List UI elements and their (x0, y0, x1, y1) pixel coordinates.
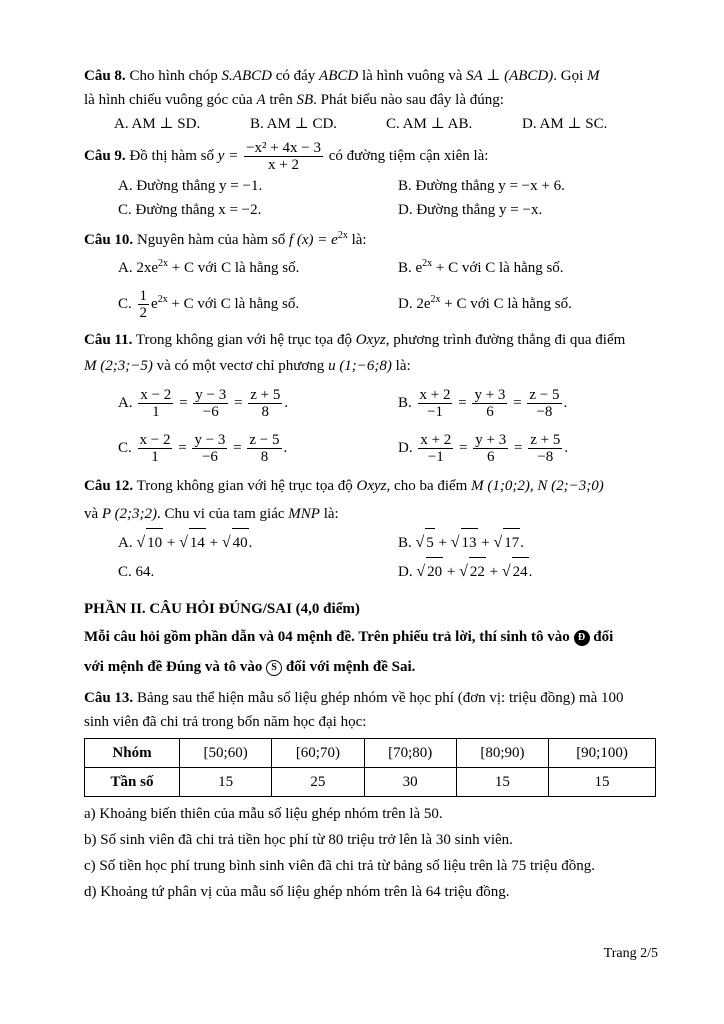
option-a: A. Đường thẳng y = −1. (118, 178, 263, 194)
option-c: C. 64. (118, 563, 155, 580)
question-label: Câu 13. (84, 690, 134, 706)
statement-c: c) Số tiền học phí trung bình sinh viên đã chi trả từ bảng số liệu trên là 75 triệu đồng. (84, 858, 595, 874)
option-c: C. Đường thẳng x = −2. (118, 202, 262, 218)
option-d: D. √ 20 + √ 22 + √ 24. (398, 557, 532, 586)
option-a: A. $\frac{x - 2}{1}$ = $\frac{y - 3}{-6}$ = $\frac{z + 5}{8}$ . (118, 386, 289, 420)
table-row: Tần số 15 25 30 15 15 (85, 768, 656, 797)
question-label: Câu 9. (84, 148, 126, 164)
option-b: B. Đường thẳng y = −x + 6. (398, 178, 565, 194)
frequency-table (84, 738, 656, 797)
fraction: $\frac{\text{−x² + 4x − 3}}{x + 2}$ (246, 140, 321, 174)
option-d: D. AM ⊥ SC. (522, 116, 608, 132)
option-a: A. √ 10 + √ 14 + √ 40. (118, 528, 398, 557)
statement-a: a) Khoảng biến thiên của mẫu số liệu ghép nhóm trên là 50. (84, 806, 443, 822)
option-d: D. $\frac{x + 2}{-1}$ = $\frac{y + 3}{6}$ = $\frac{z + 5}{-8}$ . (398, 431, 569, 465)
option-d: D. $2e^{2x} + C$ với C là hằng số. (398, 294, 572, 312)
option-d: D. Đường thẳng y = −x. (398, 202, 543, 218)
question-13: Câu 13. Bảng sau thể hiện mẫu số liệu ghép nhóm về học phí (đơn vị: triệu đồng) mà 100 sinh viên đã chi trả trong bốn năm học đại học: Nhóm [50;60) [60;70) [70;80) [80;90) [90;100) Tần số 15 25 30 15 15 a) Khoảng biến thiên của mẫu số liệu ghép nhóm trên là 50. b) Số sinh viên đã chi trả tiền học phí từ 80 triệu trở lên là 30 sinh viên. c) Số tiền học phí trung bình sinh viên đã chi trả từ bảng số liệu trên là 75 triệu đồng. d) Khoảng tứ phân vị của mẫu số liệu ghép nhóm trên là 64 triệu đồng. (84, 686, 658, 905)
question-8: Câu 8. Cho hình chóp S.ABCD có đáy ABCD là hình vuông và SA ⊥ (ABCD). Gọi M là hình chiếu vuông góc của A trên SB. Phát biểu nào sau đây là đúng: A. AM ⊥ SD. B. AM ⊥ CD. C. AM ⊥ AB. D. AM ⊥ SC. (84, 64, 658, 136)
page-number: Trang 2/5 (603, 946, 658, 961)
option-c: C. AM ⊥ AB. (386, 116, 473, 132)
question-10: Câu 10. Nguyên hàm của hàm số f $(x) = e^{2x}$ là: A. $2xe^{2x} + C$ với C là hằng số. B. $e^{2x} + C$ với C là hằng số. C. $\frac{1}{2}$ $e^{2x} + C$ với C là hằng số. D. $2e^{2x} + C$ với C là hằng số. (84, 224, 658, 324)
question-9: Câu 9. Đồ thị hàm số y = $\frac{\text{−x² + 4x − 3}}{x + 2}$ có đường tiệm cận xiên là: A. Đường thẳng y = −1. B. Đường thẳng y = −x + 6. C. Đường thẳng x = −2. D. Đường thẳng y = −x. (84, 138, 658, 222)
option-c: C. $\frac{x - 2}{1}$ = $\frac{y - 3}{-6}$ = $\frac{z - 5}{8}$ . (118, 431, 288, 465)
question-label: Câu 10. (84, 232, 134, 248)
answer-options (84, 112, 658, 136)
question-label: Câu 8. (84, 68, 126, 84)
option-c: C. $\frac{1}{2}$ $e^{2x} + C$ với C là hằng số. (118, 288, 300, 322)
bubble-d-icon: Đ (574, 630, 590, 646)
option-b: B. √ 5 + √ 13 + √ 17. (398, 528, 524, 557)
statement-b: b) Số sinh viên đã chi trả tiền học phí từ 80 triệu trở lên là 30 sinh viên. (84, 832, 513, 848)
question-label: Câu 11. (84, 332, 133, 348)
section-title: PHẦN II. CÂU HỎI ĐÚNG/SAI (4,0 điểm) (84, 601, 360, 617)
question-12: Câu 12. Trong không gian với hệ trục tọa độ Oxyz, cho ba điểm M (1;0;2), N (2;−3;0) và P (2;3;2). Chu vi của tam giác MNP là: A. √ 10 + √ 14 + √ 40. B. √ 5 + √ 13 + √ 17. C. 64. D. √ 20 + √ 22 + √ 24. (84, 472, 658, 586)
part-2-section: PHẦN II. CÂU HỎI ĐÚNG/SAI (4,0 điểm) Mỗi câu hỏi gồm phần dẫn và 04 mệnh đề. Trên phiếu trả lời, thí sinh tô vào Đ đối với mệnh đề Đúng và tô vào S đối với mệnh đề Sai. (84, 596, 658, 682)
table-row: Nhóm [50;60) [60;70) [70;80) [80;90) [90;100) (85, 739, 656, 768)
option-b: B. $e^{2x} + C$ với C là hằng số. (398, 258, 564, 276)
option-a: A. $2xe^{2x} + C$ với C là hằng số. (118, 258, 300, 276)
option-b: B. $\frac{x + 2}{-1}$ = $\frac{y + 3}{6}$ = $\frac{z - 5}{-8}$ . (398, 386, 568, 420)
bubble-s-icon: S (266, 660, 282, 676)
option-b: B. AM ⊥ CD. (250, 116, 338, 132)
question-11: Câu 11. Trong không gian với hệ trục tọa độ Oxyz, phương trình đường thẳng đi qua điểm M (2;3;−5) và có một vectơ chỉ phương u (1;−6;8) là: A. $\frac{x - 2}{1}$ = $\frac{y - 3}{-6}$ = $\frac{z + 5}{8}$ . B. $\frac{x + 2}{-1}$ = $\frac{y + 3}{6}$ = $\frac{z - 5}{-8}$ . C. $\frac{x - 2}{1}$ = $\frac{y - 3}{-6}$ = $\frac{z - 5}{8}$ . D. $\frac{x + 2}{-1}$ = $\frac{y + 3}{6}$ = $\frac{z + 5}{-8}$ . (84, 332, 626, 465)
exam-page (84, 64, 658, 905)
question-label: Câu 12. (84, 478, 134, 494)
option-a: A. AM ⊥ SD. (114, 116, 201, 132)
statement-d: d) Khoảng tứ phân vị của mẫu số liệu ghép nhóm trên là 64 triệu đồng. (84, 884, 510, 900)
